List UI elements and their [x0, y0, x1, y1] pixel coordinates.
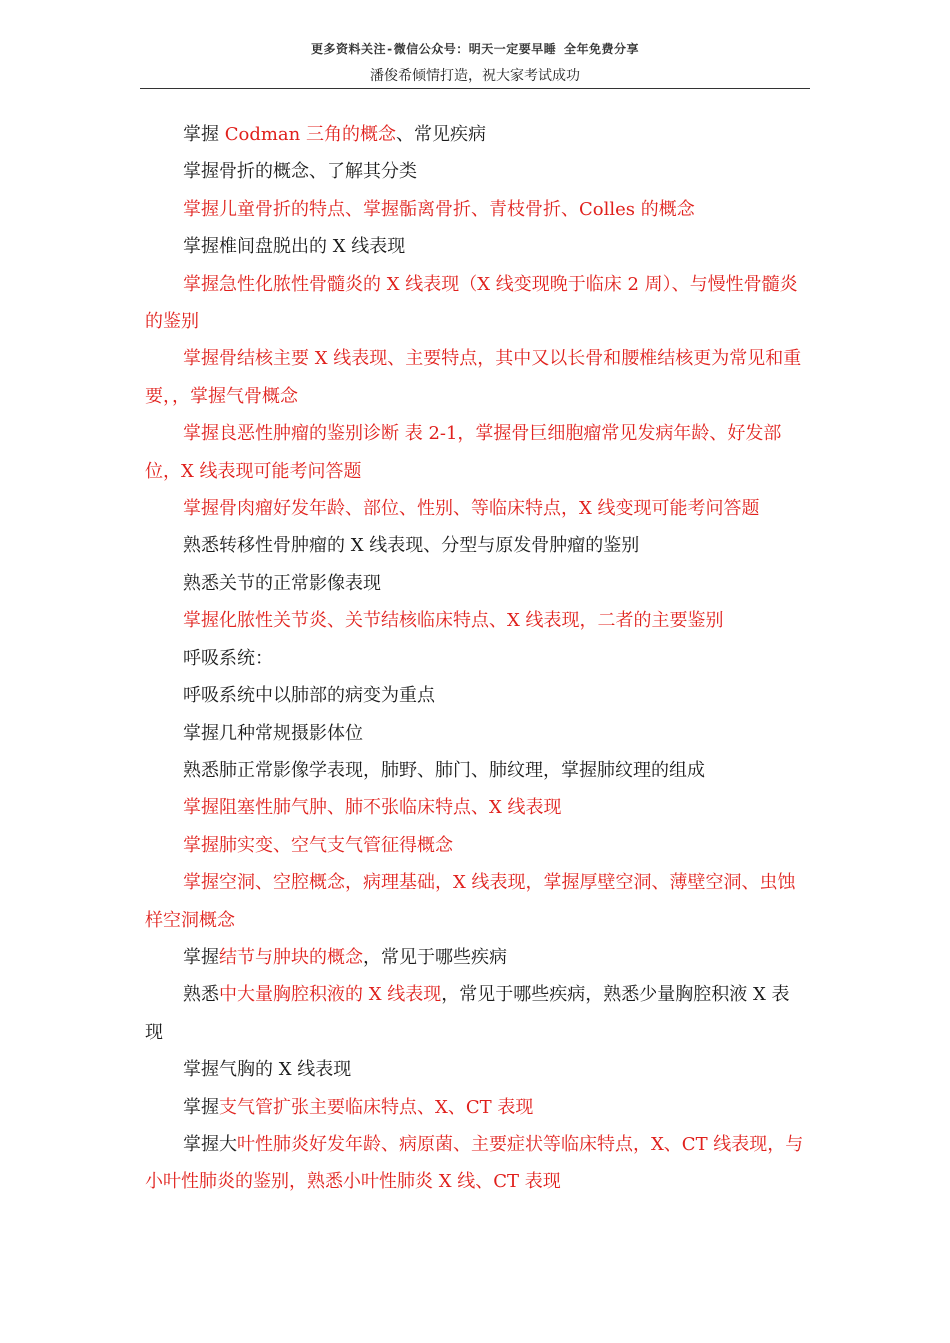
paragraph [145, 266, 807, 341]
highlighted-text: 掌握骨肉瘤好发年龄、部位、性别、等临床特点，X 线变现可能考问答题 [183, 498, 760, 520]
paragraph [145, 752, 807, 789]
paragraph [145, 677, 807, 714]
document-body [145, 116, 807, 1201]
body-text: 掌握气胸的 X 线表现 [183, 1059, 352, 1081]
highlighted-text: 支气管扩张主要临床特点、X、CT 表现 [219, 1096, 534, 1118]
highlighted-text: 掌握急性化脓性骨髓炎的 X 线表现（X 线变现晚于临床 2 周）、与慢性骨髓炎的鉴别 [145, 273, 798, 333]
body-text: ，常见于哪些疾病，熟悉少量胸腔积液 X 表现 [145, 984, 790, 1043]
body-text: 熟悉 [183, 984, 219, 1006]
paragraph [145, 1126, 807, 1201]
paragraph [145, 490, 807, 527]
body-text: 掌握 [183, 124, 225, 145]
paragraph [145, 864, 807, 939]
highlighted-text: 中大量胸腔积液的 X 线表现 [219, 984, 442, 1006]
paragraph [145, 527, 807, 564]
paragraph [145, 1089, 807, 1126]
body-text: 熟悉转移性骨肿瘤的 X 线表现、分型与原发骨肿瘤的鉴别 [183, 535, 640, 557]
page-header [140, 40, 810, 85]
highlighted-text: 掌握阻塞性肺气肿、肺不张临床特点、X 线表现 [183, 797, 562, 819]
header-subtitle: 潘俊希倾情打造，祝大家考试成功 [370, 68, 580, 84]
paragraph [145, 789, 807, 826]
highlighted-text: 掌握空洞、空腔概念，病理基础，X 线表现，掌握厚壁空洞、薄壁空洞、虫蚀样空洞概念 [145, 872, 796, 931]
paragraph [145, 715, 807, 752]
body-text: 熟悉关节的正常影像表现 [183, 572, 381, 594]
paragraph [145, 340, 807, 415]
highlighted-text: 掌握肺实变、空气支气管征得概念 [183, 834, 453, 856]
highlighted-text: Codman 三角的概念 [224, 124, 396, 145]
body-text: 掌握 [183, 1096, 219, 1118]
paragraph [145, 191, 807, 228]
body-text: 掌握椎间盘脱出的 X 线表现 [183, 236, 406, 258]
paragraph [145, 565, 807, 602]
body-text: 掌握几种常规摄影体位 [183, 722, 363, 744]
paragraph [145, 827, 807, 864]
paragraph [145, 228, 807, 265]
highlighted-text: 掌握化脓性关节炎、关节结核临床特点、X 线表现，二者的主要鉴别 [183, 610, 724, 632]
header-divider [140, 88, 810, 89]
paragraph [145, 116, 807, 153]
body-text: 掌握骨折的概念、了解其分类 [183, 161, 417, 183]
highlighted-text: 掌握骨结核主要 X 线表现、主要特点，其中又以长骨和腰椎结核更为常见和重要，，掌握气骨概念 [145, 348, 802, 407]
body-text: 熟悉肺正常影像学表现，肺野、肺门、肺纹理，掌握肺纹理的组成 [183, 759, 705, 781]
paragraph [145, 1051, 807, 1088]
header-promo-line: 更多资料关注-微信公众号：明天一定要早睡 全年免费分享 [311, 42, 639, 56]
body-text: 掌握大 [183, 1133, 237, 1155]
highlighted-text: 结节与肿块的概念 [219, 946, 363, 968]
body-text: 掌握 [183, 946, 219, 968]
paragraph [145, 153, 807, 190]
body-text: 呼吸系统中以肺部的病变为重点 [183, 685, 435, 707]
body-text: ，常见于哪些疾病 [363, 946, 507, 968]
paragraph [145, 976, 807, 1051]
body-text: 呼吸系统： [183, 647, 273, 669]
highlighted-text: 掌握良恶性肿瘤的鉴别诊断 表 2-1，掌握骨巨细胞瘤常见发病年龄、好发部位，X 线表现可能考问答题 [145, 423, 782, 482]
paragraph [145, 640, 807, 677]
body-text: 、常见疾病 [395, 124, 486, 145]
highlighted-text: 叶性肺炎好发年龄、病原菌、主要症状等临床特点，X、CT 线表现，与小叶性肺炎的鉴别，熟悉小叶性肺炎 X 线、CT 表现 [145, 1133, 804, 1193]
highlighted-text: 掌握儿童骨折的特点、掌握骺离骨折、青枝骨折、Colles 的概念 [183, 198, 695, 220]
paragraph [145, 939, 807, 976]
paragraph [145, 602, 807, 639]
paragraph [145, 415, 807, 490]
